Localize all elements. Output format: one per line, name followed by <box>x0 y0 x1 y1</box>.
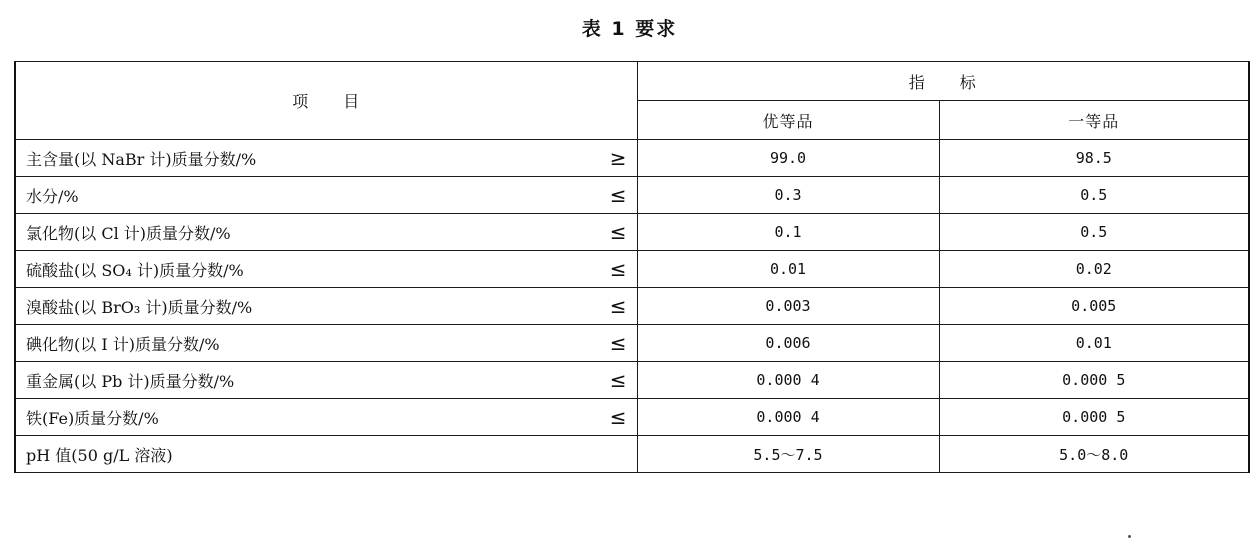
superior-value: 0.3 <box>637 177 939 214</box>
item-cell <box>15 214 637 251</box>
table-row <box>15 177 1249 214</box>
grade-superior-header: 优等品 <box>637 101 939 140</box>
first-grade-value: 0.000 5 <box>939 362 1249 399</box>
item-label: 硫酸盐(以 SO₄ 计)质量分数/% <box>26 260 244 280</box>
item-cell <box>15 288 637 325</box>
table-row <box>15 140 1249 177</box>
header-row-1 <box>15 62 1249 101</box>
indicator-column-header: 指 标 <box>637 62 1249 101</box>
limit-symbol: ≤ <box>609 257 627 281</box>
limit-symbol: ≥ <box>609 146 627 170</box>
table-row <box>15 325 1249 362</box>
requirements-table-body <box>15 62 1249 473</box>
item-label: 重金属(以 Pb 计)质量分数/% <box>26 371 235 391</box>
limit-symbol: ≤ <box>609 294 627 318</box>
superior-value: 0.000 4 <box>637 399 939 436</box>
item-cell <box>15 362 637 399</box>
item-cell <box>15 251 637 288</box>
superior-value: 99.0 <box>637 140 939 177</box>
first-grade-value: 0.01 <box>939 325 1249 362</box>
table-caption: 表 1 要求 <box>581 18 678 40</box>
item-label: 氯化物(以 Cl 计)质量分数/% <box>26 223 231 243</box>
item-cell <box>15 177 637 214</box>
item-label: pH 值(50 g/L 溶液) <box>26 445 173 465</box>
item-label: 碘化物(以 I 计)质量分数/% <box>26 334 220 354</box>
grade-first-header: 一等品 <box>939 101 1249 140</box>
item-label: 水分/% <box>26 186 79 206</box>
requirements-table <box>14 61 1250 473</box>
table-row <box>15 399 1249 436</box>
item-cell <box>15 325 637 362</box>
table-row <box>15 288 1249 325</box>
stray-mark <box>1128 535 1131 538</box>
superior-value: 0.01 <box>637 251 939 288</box>
table-row <box>15 362 1249 399</box>
limit-symbol: ≤ <box>609 220 627 244</box>
item-cell <box>15 140 637 177</box>
superior-value: 0.006 <box>637 325 939 362</box>
first-grade-value: 0.02 <box>939 251 1249 288</box>
superior-value: 0.1 <box>637 214 939 251</box>
table-row <box>15 436 1249 473</box>
limit-symbol: ≤ <box>609 331 627 355</box>
superior-value: 0.000 4 <box>637 362 939 399</box>
first-grade-value: 0.005 <box>939 288 1249 325</box>
item-column-header: 项 目 <box>15 62 637 140</box>
superior-value: 5.5～7.5 <box>637 436 939 473</box>
superior-value: 0.003 <box>637 288 939 325</box>
limit-symbol: ≤ <box>609 183 627 207</box>
limit-symbol: ≤ <box>609 405 627 429</box>
item-label: 铁(Fe)质量分数/% <box>26 408 159 428</box>
item-cell <box>15 436 637 473</box>
first-grade-value: 5.0～8.0 <box>939 436 1249 473</box>
first-grade-value: 0.000 5 <box>939 399 1249 436</box>
table-row <box>15 251 1249 288</box>
limit-symbol: ≤ <box>609 368 627 392</box>
item-label: 溴酸盐(以 BrO₃ 计)质量分数/% <box>26 297 253 317</box>
table-row <box>15 214 1249 251</box>
first-grade-value: 0.5 <box>939 214 1249 251</box>
item-cell <box>15 399 637 436</box>
first-grade-value: 0.5 <box>939 177 1249 214</box>
first-grade-value: 98.5 <box>939 140 1249 177</box>
item-label: 主含量(以 NaBr 计)质量分数/% <box>26 149 257 169</box>
